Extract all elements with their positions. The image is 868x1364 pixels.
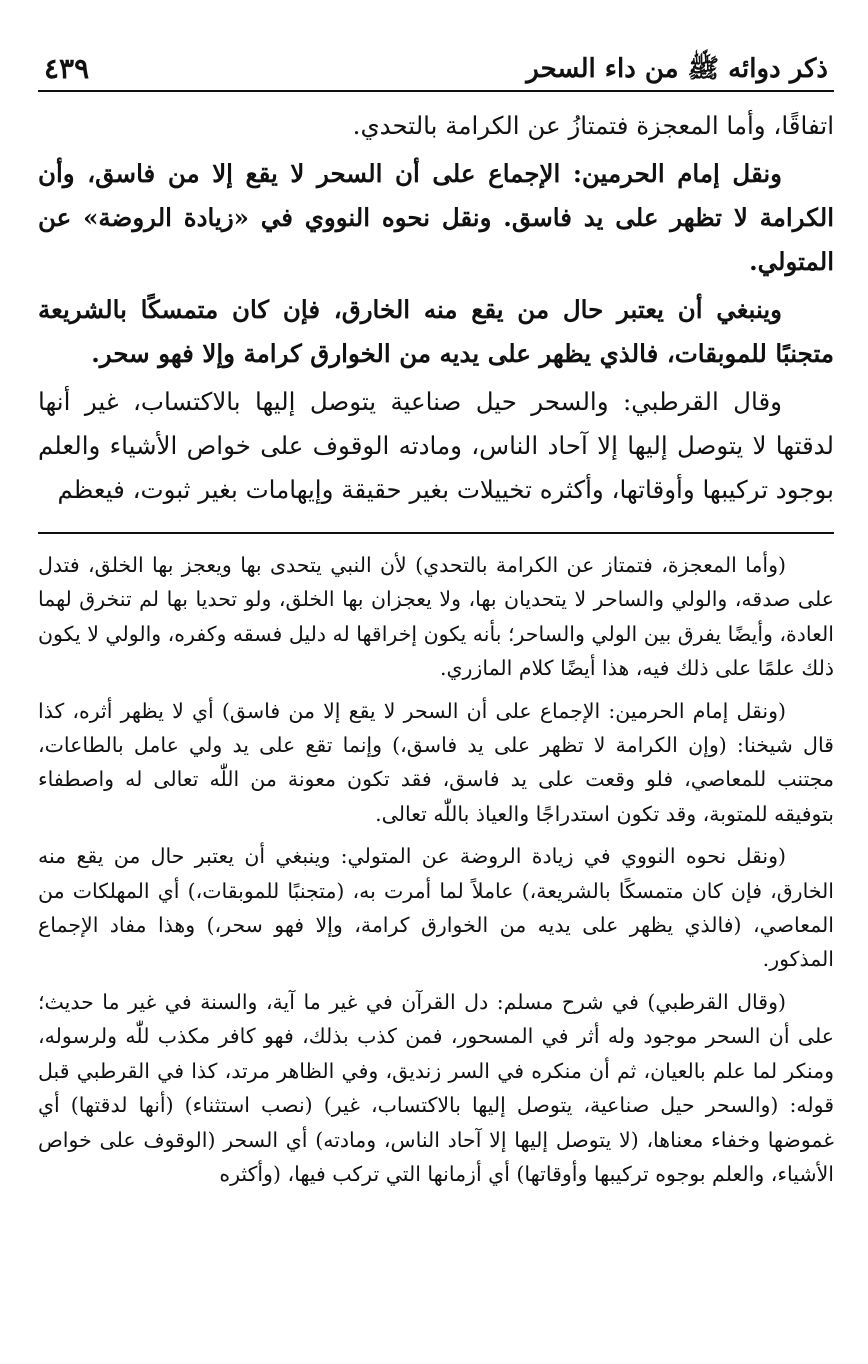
page-header [38, 52, 834, 92]
commentary [38, 548, 834, 1191]
main-paragraph: وقال القرطبي: والسحر حيل صناعية يتوصل إليها بالاكتساب، غير أنها لدقتها لا يتوصل إليها إلا آحاد الناس، ومادته الوقوف على خواص الأشياء والعلم بوجود تركيبها وأوقاتها، وأكثره تخييلات بغير حقيقة وإيهامات بغير ثبوت، فيعظم [38, 387, 834, 504]
page-number: ٤٣٩ [44, 52, 90, 85]
running-title: ذكر دوائه ﷺ من داء السحر [526, 54, 828, 84]
commentary-divider [38, 532, 834, 534]
commentary-paragraph: (وأما المعجزة، فتمتاز عن الكرامة بالتحدي) لأن النبي يتحدى بها ويعجز بها الخلق، فتدل على صدقه، والولي والساحر لا يتحديان بها، ولا يعجزان بها الخلق، ولو تحديا بها لم تنخرق لهما العادة، وأيضًا يفرق بين الولي والساحر؛ بأنه يكون إخراقها له دليل فسقه وكفره، والولي لا يكون ذلك علمًا على ذلك فيه، هذا أيضًا كلام المازري. [38, 553, 834, 681]
commentary-paragraph: (وقال القرطبي) في شرح مسلم: دل القرآن في غير ما آية، والسنة في غير ما حديث؛ على أن السحر موجود وله أثر في المسحور، فمن كذب بذلك، فهو كافر مكذب للّٰه ولرسوله، ومنكر لما علم بالعيان، ثم أن منكره في السر زنديق، وفي الظاهر مرتد، كذا في القرطبي قبل قوله: (والسحر حيل صناعية، يتوصل إليها بالاكتساب، غير) (نصب استثناء) (أنها لدقتها) أي غموضها وخفاء معناها، (لا يتوصل إليها إلا آحاد الناس، ومادته) أي السحر (الوقوف على خواص الأشياء، والعلم بوجوه تركيبها وأوقاتها) أي أزمانها التي تركب فيها، (وأكثره [38, 989, 834, 1186]
commentary-paragraph: (ونقل إمام الحرمين: الإجماع على أن السحر لا يقع إلا من فاسق) أي لا يظهر أثره، كذا قال شيخنا: (وإن الكرامة لا تظهر على يد فاسق،) وإنما تقع على يد ولي عامل بالطاعات، مجتنب للمعاصي، فلو وقعت على يد فاسق، فقد تكون معونة من اللّٰه تعالى له واصطفاء بتوفيقه للمتوبة، وقد تكون استدراجًا والعياذ باللّٰه تعالى. [38, 698, 834, 826]
main-text [38, 104, 834, 512]
main-paragraph: ونقل إمام الحرمين: الإجماع على أن السحر لا يقع إلا من فاسق، وأن الكرامة لا تظهر على يد فاسق. ونقل نحوه النووي في «زيادة الروضة» عن المتولي. [38, 159, 834, 276]
commentary-paragraph: (ونقل نحوه النووي في زيادة الروضة عن المتولي: وينبغي أن يعتبر حال من يقع منه الخارق، فإن كان متمسكًا بالشريعة،) عاملاً لما أمرت به، (متجنبًا للموبقات،) أي المهلكات من المعاصي، (فالذي يظهر على يديه من الخوارق كرامة، وإلا فهو سحر،) وهذا مفاد الإجماع المذكور. [38, 844, 834, 972]
main-paragraph: وينبغي أن يعتبر حال من يقع منه الخارق، فإن كان متمسكًا بالشريعة متجنبًا للموبقات، فالذي يظهر على يديه من الخوارق كرامة وإلا فهو سحر. [38, 295, 834, 368]
main-paragraph: اتفاقًا، وأما المعجزة فتمتازُ عن الكرامة بالتحدي. [352, 111, 834, 140]
